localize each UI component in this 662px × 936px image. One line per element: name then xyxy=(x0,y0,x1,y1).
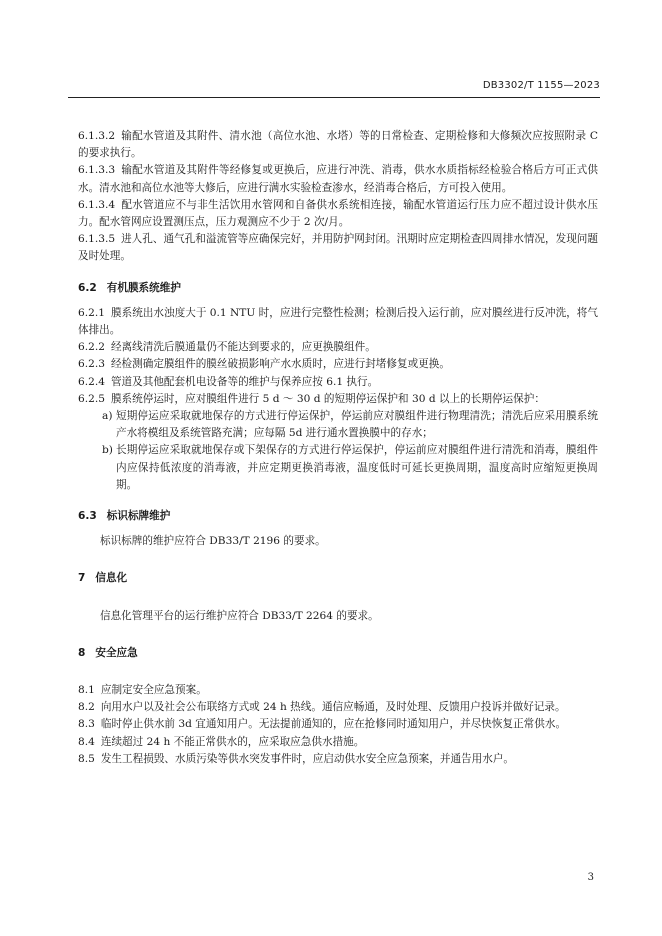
clause-8-2 xyxy=(78,699,598,716)
clause-text: 配水管道应不与非生活饮用水管网和自备供水系统相连接，输配水管道运行压力应不超过设计供水压力。配水管网应设置测压点，压力观测应不少于 2 次/月。 xyxy=(78,198,598,229)
list-item-text: 短期停运应采取就地保存的方式进行停运保护，停运前应对膜组件进行物理清洗；清洗后应采用膜系统产水将模组及系统管路充满；应每隔 5d 进行通水置换膜中的存水； xyxy=(116,410,598,440)
clause-text: 膜系统出水浊度大于 0.1 NTU 时，应进行完整性检测；检测后投入运行前，应对膜丝进行反冲洗，将气体排出。 xyxy=(78,306,598,337)
heading-number: 7 xyxy=(78,572,86,585)
section-6-3-body: 标识标牌的维护应符合 DB33/T 2196 的要求。 xyxy=(100,535,326,548)
heading-7 xyxy=(78,570,598,587)
clause-text: 向用水户以及社会公布联络方式或 24 h 热线。通信应畅通，及时处理、反馈用户投诉并做好记录。 xyxy=(100,701,566,714)
clause-number: 6.2.3 xyxy=(78,358,105,371)
list-item-b xyxy=(78,442,598,494)
clause-6-1-3-5 xyxy=(78,231,598,265)
clause-6-2-2 xyxy=(78,339,598,356)
clause-text: 应制定安全应急预案。 xyxy=(100,684,207,697)
heading-number: 8 xyxy=(78,646,86,659)
clause-8-4 xyxy=(78,734,598,751)
clause-text: 管道及其他配套机电设备等的维护与保养应按 6.1 执行。 xyxy=(110,375,379,388)
clause-number: 8.2 xyxy=(78,701,95,714)
heading-title: 安全应急 xyxy=(95,646,138,659)
page-number: 3 xyxy=(587,872,594,883)
clause-number: 6.2.1 xyxy=(78,306,105,319)
clause-number: 8.4 xyxy=(78,735,95,748)
list-marker: b) xyxy=(102,444,113,457)
clause-text: 经离线清洗后膜通量仍不能达到要求的，应更换膜组件。 xyxy=(110,341,376,354)
list-item-a xyxy=(78,408,598,442)
heading-6-2 xyxy=(78,280,598,297)
clause-6-2-3 xyxy=(78,356,598,373)
clause-text: 连续超过 24 h 不能正常供水的，应采取应急供水措施。 xyxy=(100,735,365,748)
heading-6-3 xyxy=(78,508,598,525)
clause-number: 6.1.3.5 xyxy=(78,233,116,246)
clause-6-1-3-4 xyxy=(78,197,598,231)
clause-text: 输配水管道及其附件等经修复或更换后，应进行冲洗、消毒，供水水质指标经检验合格后方可正式供水。清水池和高位水池等大修后，应进行满水实验检查渗水，经消毒合格后，方可投入使用。 xyxy=(78,164,598,194)
clause-8-3 xyxy=(78,716,598,733)
document-body xyxy=(78,128,598,768)
clause-number: 8.1 xyxy=(78,684,95,697)
clause-number: 6.2.4 xyxy=(78,375,105,388)
clause-6-2-1 xyxy=(78,305,598,339)
document-id: DB3302/T 1155—2023 xyxy=(482,80,600,91)
clause-number: 8.5 xyxy=(78,752,95,765)
clause-text: 临时停止供水前 3d 宜通知用户。无法提前通知的，应在抢修同时通知用户，并尽快恢复正常供水。 xyxy=(100,718,567,731)
clause-number: 6.1.3.2 xyxy=(78,130,116,142)
clause-text: 膜系统停运时，应对膜组件进行 5 d ～ 30 d 的短期停运保护和 30 d 以上的长期停运保护： xyxy=(110,392,545,405)
clause-text: 输配水管道及其附件、清水池（高位水池、水塔）等的日常检查、定期检修和大修频次应按照附录 C 的要求执行。 xyxy=(78,130,598,160)
heading-8 xyxy=(78,645,598,662)
list-item-text: 长期停运应采取就地保存或下架保存的方式进行停运保护，停运前应对膜组件进行清洗和消毒，膜组件内应保持低浓度的消毒液，并应定期更换消毒液，温度低时可延长更换周期，温度高时应缩短更换周期。 xyxy=(116,444,598,491)
heading-number: 6.3 xyxy=(78,510,97,523)
clause-text: 进人孔、通气孔和溢流管等应确保完好，并用防护网封闭。汛期时应定期检查四周排水情况，发现问题及时处理。 xyxy=(78,233,598,263)
clause-number: 6.1.3.4 xyxy=(78,198,116,211)
clause-text: 经检测确定膜组件的膜丝破损影响产水水质时，应进行封堵修复或更换。 xyxy=(110,358,450,371)
clause-text: 发生工程损毁、水质污染等供水突发事件时，应启动供水安全应急预案，并通告用水户。 xyxy=(100,752,515,765)
clause-6-1-3-3 xyxy=(78,162,598,196)
clause-8-1 xyxy=(78,682,598,699)
clause-number: 6.2.2 xyxy=(78,341,105,354)
clause-number: 6.1.3.3 xyxy=(78,164,116,177)
list-marker: a) xyxy=(102,410,113,423)
heading-number: 6.2 xyxy=(78,281,97,294)
clause-number: 6.2.5 xyxy=(78,392,105,405)
clause-8-5 xyxy=(78,751,598,768)
clause-6-2-5 xyxy=(78,391,598,408)
heading-title: 标识标牌维护 xyxy=(106,510,171,523)
section-7-body: 信息化管理平台的运行维护应符合 DB33/T 2264 的要求。 xyxy=(100,609,379,622)
header-rule xyxy=(68,97,600,98)
heading-title: 有机膜系统维护 xyxy=(106,281,181,294)
clause-number: 8.3 xyxy=(78,718,95,731)
heading-title: 信息化 xyxy=(95,572,128,585)
clause-6-1-3-2 xyxy=(78,128,598,162)
clause-6-2-4 xyxy=(78,374,598,391)
